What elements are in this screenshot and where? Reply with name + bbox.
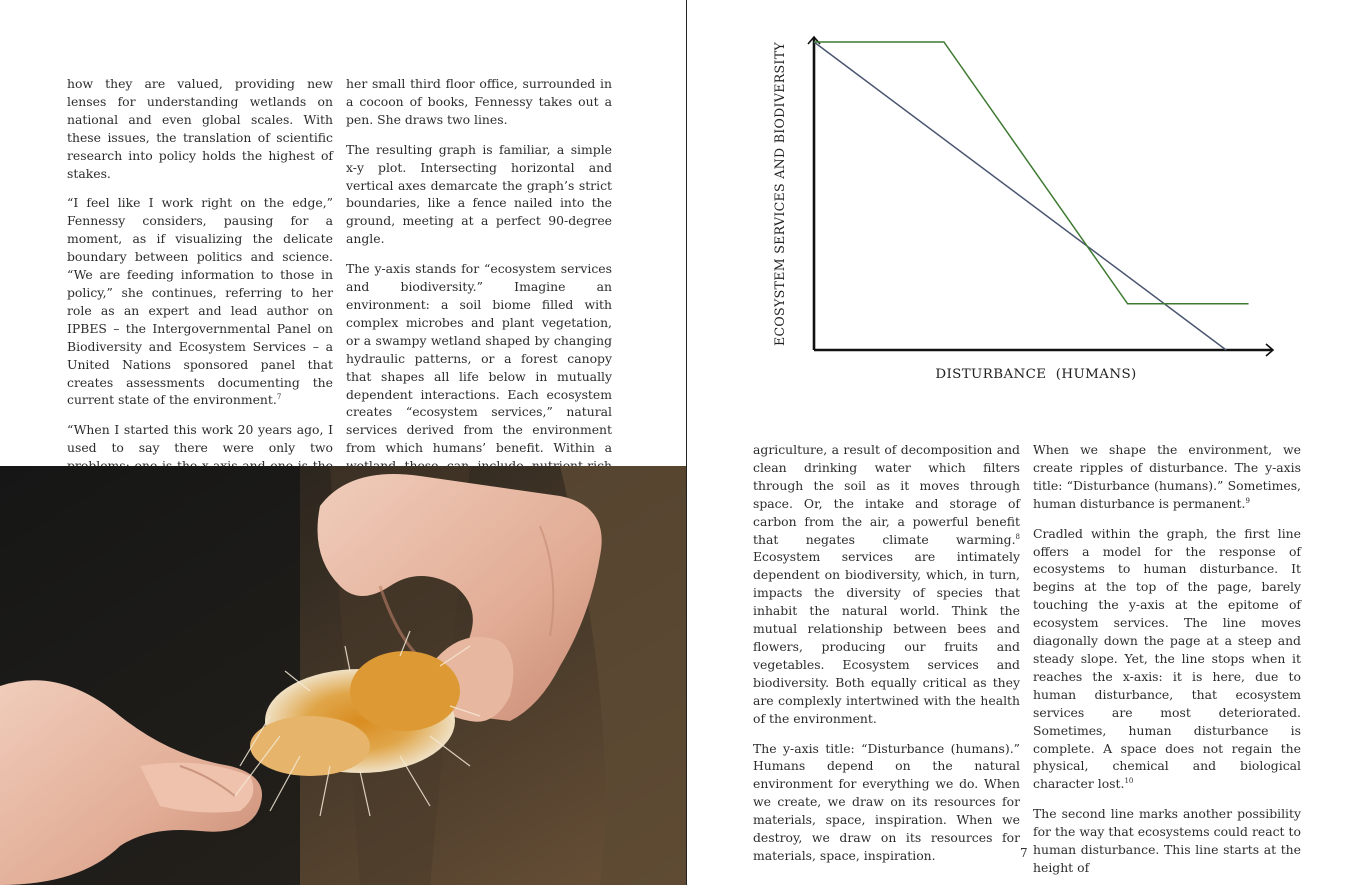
y-axis-label: ECOSYSTEM SERVICES AND BIODIVERSITY (772, 41, 787, 347)
footnote-ref: 7 (276, 393, 282, 402)
footnote-ref: 8 (1015, 532, 1020, 541)
paragraph: “When I started this work 20 years ago, I used to say there were only two (67, 422, 333, 456)
paragraph: how they are valued, providing new lenses for understanding wetlands on national and even global scales. With these issues, the translation of scientific research into policy holds the highest of stakes. (67, 76, 333, 181)
photo-hands-holding-plant (0, 466, 686, 885)
disturbance-chart (762, 26, 1302, 396)
series-line-2 (814, 42, 1249, 304)
paragraph: The y-axis stands for “ecosystem services and biodiversity.” Imagine an environment: a soil biome filled with complex microbes and plant vegetation, or a swampy wetland shaped by changing hydraulic patterns, or a forest canopy that shapes all life below in mutually dependent interactions. Each ecosystem creates “ecosystem services,” natural services derived from the environment from which humans’ benefit. Within a (346, 261, 612, 456)
left-page (0, 0, 687, 885)
paragraph: “I feel like I work right on the edge,” Fennessy considers, pausing for a moment, as if visualizing the delicate boundary between politics and science. “We are feeding information to those in policy,” she continues, referring to her role as an expert and lead author on IPBES – the Intergovernmental Panel on Biodiversity and Ecosystem Services – a United Nations sponsored panel that creates assessments documenting the current state of the environment.$^7$ (67, 195, 333, 408)
series-layer (814, 42, 1249, 350)
paragraph: The second line marks another possibility for the way that ecosystems could react to human disturbance. This line starts at the height of (1033, 806, 1301, 875)
photo-illustration (0, 466, 686, 885)
right-column-1 (753, 441, 1020, 863)
right-column-2 (1033, 441, 1301, 875)
x-axis-label: DISTURBANCE (HUMANS) (935, 367, 1137, 382)
paragraph: The y-axis title: “Disturbance (humans).” Humans depend on the natural environment for everything we do. When we create, we draw on its resources for materials, space, inspiration. When we destroy, we draw on its resources for materials, space, inspiration. (753, 740, 1020, 863)
right-page (687, 0, 1369, 885)
paragraph: her small third floor office, surrounded in a cocoon of books, Fennessy takes out a pen. She draws two lines. (346, 76, 612, 127)
paragraph: agriculture, a result of decomposition and clean drinking water which filters through the soil as it moves through space. Or, the intake and storage of carbon from the air, a powerful benefit that negates climate warming.$^8$ Ecosystem services are intimately dependent on biodiversity, which, in turn, impacts the diversity of species that inhabit the natural world. Think the mutual relationship between bees and flowers, producing our fruits and vegetables. Ecosystem services and biodiversity. Both equally critical as they are complexly intertwined with the health of the environment. (753, 442, 1020, 726)
left-column-2 (346, 75, 612, 456)
paragraph: The resulting graph is familiar, a simple x-y plot. Intersecting horizontal and vertical axes demarcate the graph’s strict boundaries, like a fence nailed into the ground, meeting at a perfect 90-degree angle. (346, 141, 612, 247)
footnote-ref: 10 (1124, 777, 1134, 786)
paragraph: When we shape the environment, we create ripples of disturbance. The y-axis title: “Disturbance (humans).” Sometimes, human disturbance is permanent.$^9$ (1033, 442, 1301, 511)
paragraph: Cradled within the graph, the first line offers a model for the response of ecosystems to human disturbance. It begins at the top of the page, barely touching the y-axis at the epitome of ecosystem services. The line moves diagonally down the page at a steep and steady slope. Yet, the line stops when it reaches the x-axis: it is here, due to human disturbance, that ecosystem services are most deteriorated. Sometimes, human disturbance is complete. A space does not regain the physical, chemical and biological character lost.$^{10}$ (1033, 525, 1301, 792)
left-column-1 (67, 75, 333, 456)
page-number: 7 (1020, 846, 1028, 860)
footnote-ref: 9 (1245, 496, 1250, 505)
